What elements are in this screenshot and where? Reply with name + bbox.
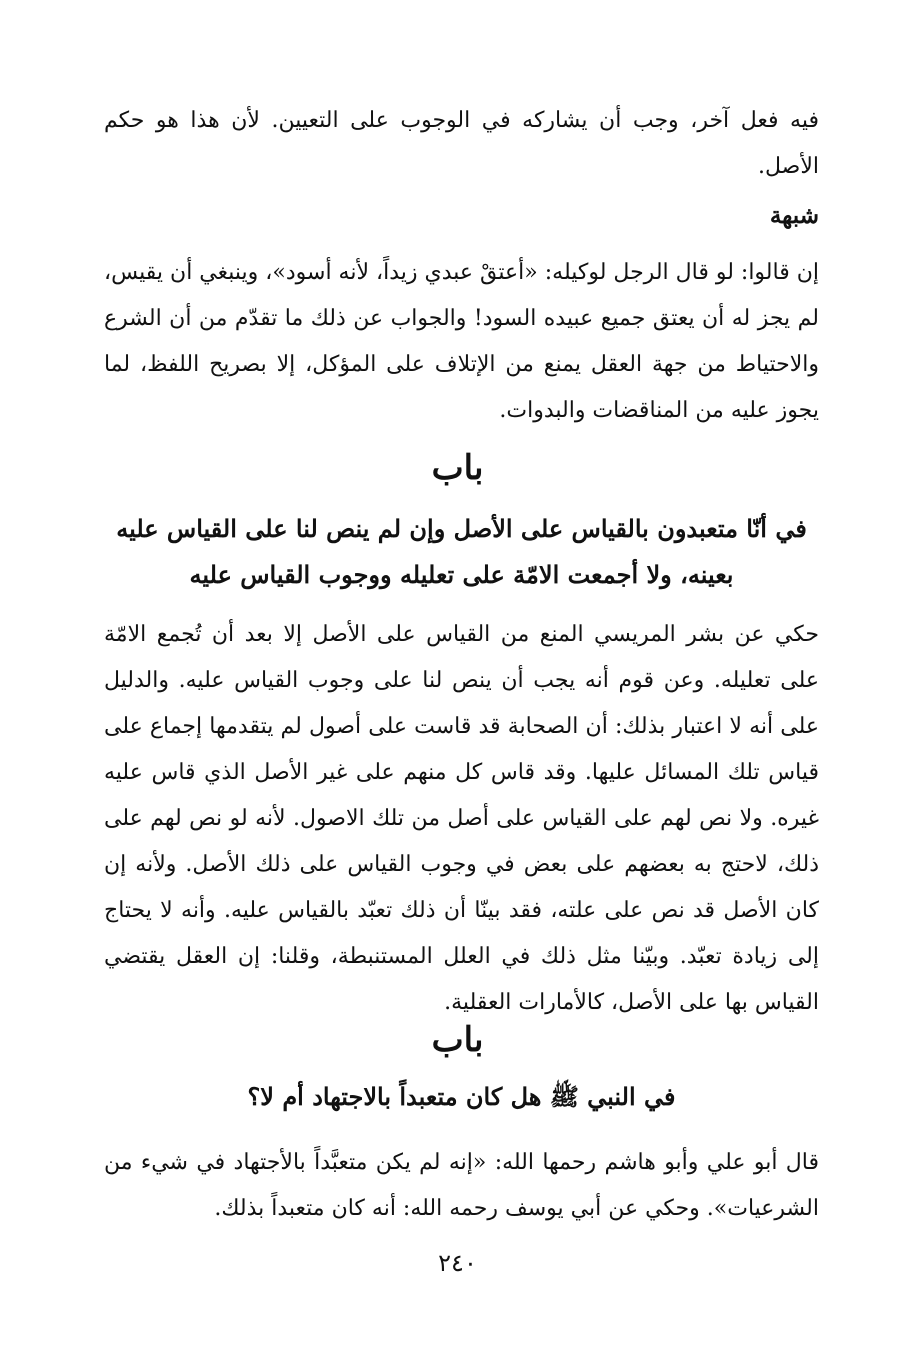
section1-title-line1: في أنّا متعبدون بالقياس على الأصل وإن لم ينص لنا على القياس عليه [116,514,807,543]
section2-body: قال أبو علي وأبو هاشم رحمها الله: «إنه لم يكن متعبَّداً بالأجتهاد في شيء من الشرعيات». وحكي عن أبي يوسف رحمه الله: أنه كان متعبداً بذلك. [104,1150,819,1221]
section2-title: في النبي ﷺ هل كان متعبداً بالاجتهاد أم لا؟ [247,1082,676,1111]
section2-paragraph [104,1140,819,1232]
shubha-heading: شبهة [769,202,819,229]
section1-bab-heading: باب [431,448,484,488]
shubha-paragraph [104,250,819,434]
continuation-paragraph [104,98,819,190]
section2-bab-heading: باب [431,1020,484,1060]
page-number: ٢٤٠ [438,1249,477,1277]
section1-body: حكي عن بشر المريسي المنع من القياس على الأصل إلا بعد أن تُجمع الامّة على تعليله. وعن قوم أنه يجب أن ينص لنا على وجوب القياس عليه. والدليل على أنه لا اعتبار بذلك: أن الصحابة قد قاست على أصول لم يتقدمها إجماع على قياس تلك المسائل عليها. وقد قاس كل منهم على غير الأصل الذي قاس عليه غيره. ولا نص لهم على القياس على أصل من تلك الاصول. لأنه لو نص لهم على ذلك، لاحتج به بعضهم على بعض في وجوب القياس على ذلك الأصل. ولأنه إن كان الأصل قد نص على علته، فقد بينّا أن ذلك تعبّد بالقياس عليه. وأنه لا يحتاج إلى زيادة تعبّد. وبيّنا مثل ذلك في العلل المستنبطة، وقلنا: إن العقل يقتضي القياس بها على الأصل، كالأمارات العقلية. [104,622,819,1015]
continuation-text: فيه فعل آخر، وجب أن يشاركه في الوجوب على التعيين. لأن هذا هو حكم الأصل. [104,108,819,179]
shubha-text: إن قالوا: لو قال الرجل لوكيله: «أعتقْ عبدي زيداً، لأنه أسود»، وينبغي أن يقيس، لم يجز له أن يعتق جميع عبيده السود! والجواب عن ذلك ما تقدّم من أن الشرع والاحتياط من جهة العقل يمنع من الإتلاف على المؤكل، إلا بصريح اللفظ، لما يجوز عليه من المناقضات والبدوات. [104,260,819,423]
section1-paragraph [104,612,819,1026]
section1-title-line2: بعينه، ولا أجمعت الامّة على تعليله ووجوب القياس عليه [189,560,734,589]
